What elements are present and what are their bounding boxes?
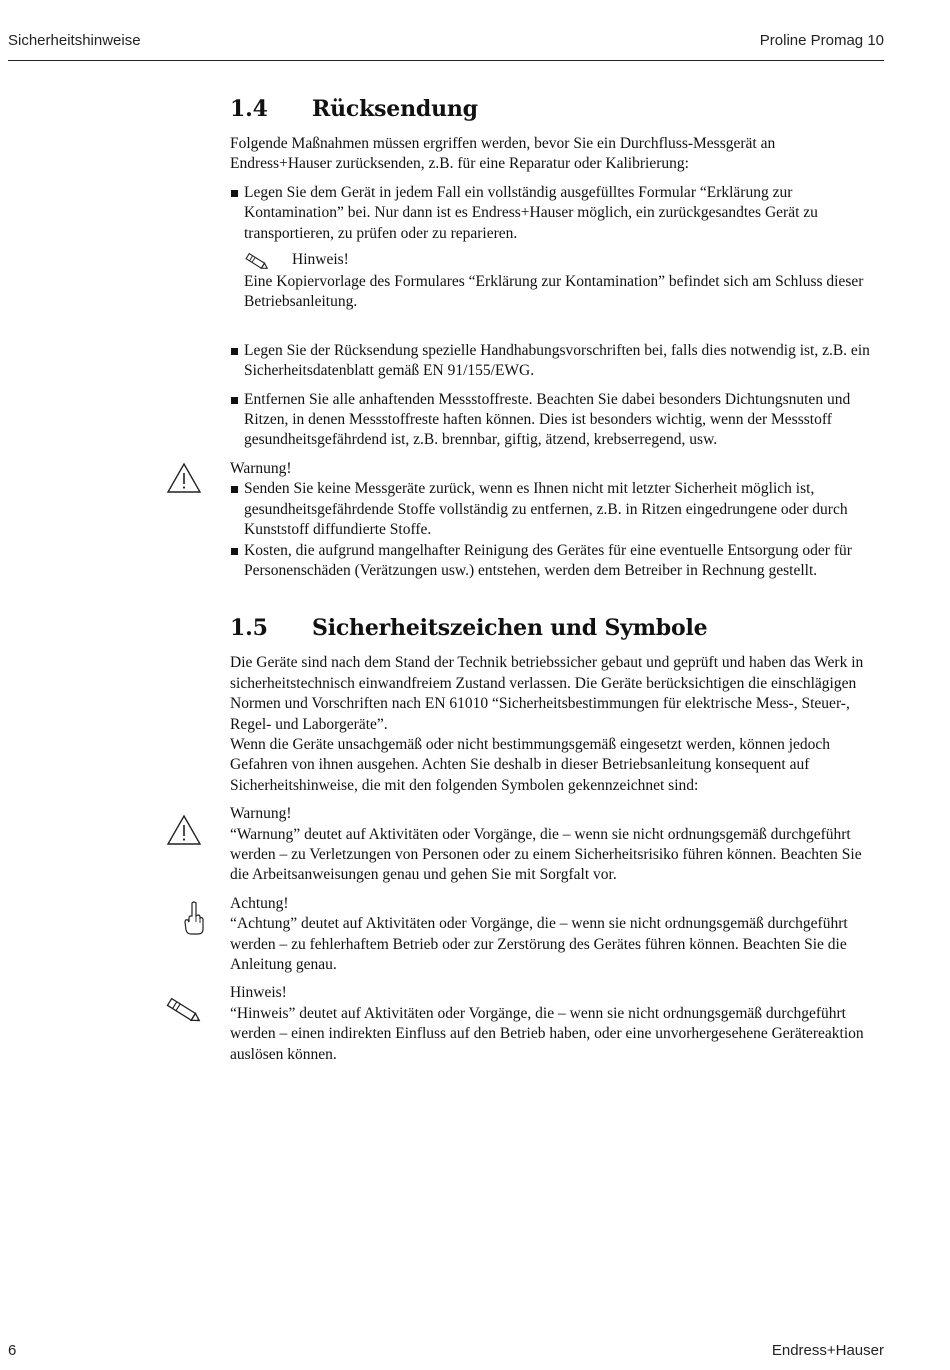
bullet-square (231, 486, 238, 493)
hint-text: “Hinweis” deutet auf Aktivitäten oder Vorgänge, die – wenn sie nicht ordnungsgemäß durchgeführt werden – einen indirekten Einfluss auf den Betrieb haben, oder eine unvorhergesehene Gerätereaktion auslösen können. (230, 1004, 864, 1063)
intro-paragraph: Wenn die Geräte unsachgemäß oder nicht bestimmungsgemäß eingesetzt werden, können jedoch Gefahren von ihnen ausgehen. Achten Sie deshalb in dieser Betriebsanleitung konsequent auf Sicherheitshinweise, die mit den folgenden Symbolen gekennzeichnet sind: (230, 735, 831, 794)
caution-symbol-description (230, 894, 880, 976)
running-header-section: Sicherheitshinweise (8, 32, 141, 49)
header-rule (8, 60, 884, 61)
section-title: Sicherheitszeichen und Symbole (312, 615, 708, 642)
list-item-text: Entfernen Sie alle anhaftenden Messstoffreste. Beachten Sie dabei besonders Dichtungsnuten und Ritzen, in denen Messstoffreste haften können. Dies ist besonders wichtig, wenn der Messstoff gesundheitsgefährdend ist, z.B. brennbar, giftig, ätzend, krebserregend, usw. (244, 390, 851, 449)
list-item-text: Legen Sie der Rücksendung spezielle Handhabungsvorschriften bei, falls dies notwendig ist, z.B. ein Sicherheitsdatenblatt gemäß EN 91/155/EWG. (244, 341, 870, 380)
warning-triangle-icon (166, 814, 202, 846)
warning-block (230, 459, 880, 581)
intro-paragraph: Folgende Maßnahmen müssen ergriffen werden, bevor Sie ein Durchfluss-Messgerät an Endress+Hauser zurücksenden, z.B. für eine Reparatur oder Kalibrierung: (230, 135, 776, 173)
list-item-text: Senden Sie keine Messgeräte zurück, wenn es Ihnen nicht mit letzter Sicherheit möglich ist, gesundheitsgefährdende Stoffe vollständig zu entfernen, z.B. in Ritzen eingedrungene oder durch Kunststoff diffundierte Stoffe. (244, 480, 848, 539)
page-content (230, 96, 880, 1073)
page-number: 6 (8, 1342, 17, 1359)
section-heading-1-4 (230, 96, 880, 122)
list-item-text: Legen Sie dem Gerät in jedem Fall ein vollständig ausgefülltes Formular “Erklärung zur Kontamination” bei. Nur dann ist es Endress+Hauser möglich, ein zurückgesandtes Gerät zu transportieren, zu prüfen oder zu reparieren. (244, 183, 818, 242)
list-item (230, 341, 880, 382)
section-heading-1-5 (230, 615, 880, 641)
list-item (230, 390, 880, 451)
warning-triangle-icon (166, 462, 202, 494)
intro-paragraph: Die Geräte sind nach dem Stand der Technik betriebssicher gebaut und geprüft und haben das Werk in sicherheitstechnisch einwandfreiem Zustand verlassen. Die Geräte berücksichtigen die einschlägigen Normen und Vorschriften nach EN 61010 “Sicherheitsbestimmungen für elektrische Mess-, Steuer-, Regel- und Laborgeräte”. (230, 654, 864, 733)
hint-label: Hinweis! (230, 984, 287, 1002)
warning-label: Warnung! (230, 459, 292, 477)
list-item (230, 183, 880, 244)
list-item (230, 541, 880, 582)
bullet-square (231, 548, 238, 555)
warning-label: Warnung! (230, 805, 292, 823)
caution-label: Achtung! (230, 894, 289, 912)
raised-finger-icon (183, 900, 205, 936)
bullet-square (231, 348, 238, 355)
hint-symbol-description (230, 983, 880, 1065)
bullet-square (231, 397, 238, 404)
footer-brand: Endress+Hauser (771, 1342, 884, 1359)
note-text: Eine Kopiervorlage des Formulares “Erklärung zur Kontamination” befindet sich am Schluss dieser Betriebsanleitung. (244, 273, 864, 311)
section-title: Rücksendung (312, 96, 478, 122)
list-item-text: Kosten, die aufgrund mangelhafter Reinigung des Gerätes für eine eventuelle Entsorgung oder für Personenschäden (Verätzungen usw.) entstehen, werden dem Betreiber in Rechnung gestellt. (244, 541, 852, 579)
caution-text: “Achtung” deutet auf Aktivitäten oder Vorgänge, die – wenn sie nicht ordnungsgemäß durchgeführt werden – zu fehlerhaftem Betrieb oder zur Zerstörung des Gerätes führen können. Beachten Sie die Anleitung genau. (230, 915, 848, 973)
pencil-note-icon (164, 996, 204, 1026)
note-label: Hinweis! (292, 250, 349, 268)
note-block (230, 248, 880, 313)
running-header-product: Proline Promag 10 (759, 32, 884, 49)
section-number: 1.4 (230, 96, 268, 122)
bullet-square (231, 190, 238, 197)
warning-text: “Warnung” deutet auf Aktivitäten oder Vorgänge, die – wenn sie nicht ordnungsgemäß durchgeführt werden – zu Verletzungen von Personen oder zu einem Sicherheitsrisiko führen können. Beachten Sie die Arbeitsanweisungen genau und gehen Sie mit Sorgfalt vor. (230, 825, 862, 884)
section-number: 1.5 (230, 615, 268, 642)
list-item (230, 479, 880, 540)
pencil-note-icon (244, 252, 270, 272)
warning-symbol-description (230, 804, 880, 886)
